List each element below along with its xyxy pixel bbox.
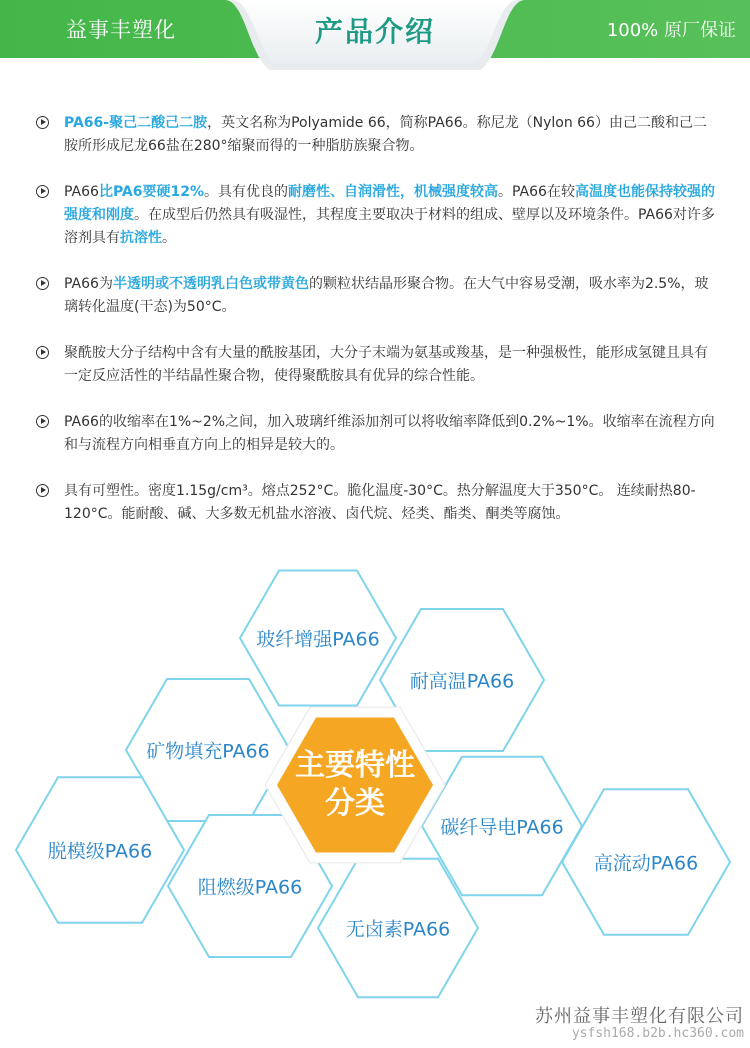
highlight-text: 耐磨性、自润滑性，机械强度较高	[288, 184, 499, 200]
body-text: 的颗粒状结晶形聚合物。在大气中容易受潮，吸水率为2.5%，玻璃转化温度(干态)为50°C。	[64, 276, 709, 315]
brand-name: 益事丰塑化	[66, 18, 176, 42]
body-text: 具有可塑性。密度1.15g/cm³。熔点252°C。脆化温度-30°C。热分解温度大于350°C。 连续耐热80-120°C。能耐酸、碱、大多数无机盐水溶液、卤代烷、烃类、酯类、酮类等腐蚀。	[64, 483, 696, 522]
body-text: PA66为	[64, 276, 113, 292]
hexagon-label: 阻燃级PA66	[197, 876, 303, 899]
play-circle-icon	[36, 116, 49, 129]
body-text: 聚酰胺大分子结构中含有大量的酰胺基团，大分子末端为氨基或羧基，是一种强极性，能形成氢键且具有一定反应活性的半结晶性聚合物，使得聚酰胺具有优异的综合性能。	[64, 345, 708, 384]
header-banner	[0, 0, 750, 92]
hexagon-label: 碳纤导电PA66	[440, 816, 564, 839]
body-text: 。具有优良的	[204, 184, 289, 200]
play-circle-icon	[36, 415, 49, 428]
guarantee-text: 100% 原厂保证	[606, 20, 736, 41]
hexagon-label: 耐高温PA66	[409, 670, 515, 693]
highlight-text: PA66-聚己二酸己二胺	[64, 115, 208, 131]
feature-item	[36, 342, 716, 388]
feature-item	[36, 112, 716, 158]
hexagon-label: 无卤素PA66	[345, 918, 451, 941]
footer-company: 苏州益事丰塑化有限公司	[535, 1006, 744, 1027]
feature-item	[36, 480, 716, 526]
body-text: ，英文名称为Polyamide 66，简称PA66。称尼龙（Nylon 66）由己二酸和己二胺所形成尼龙66盐在280°缩聚而得的一种脂肪族聚合物。	[64, 115, 707, 154]
hexagon-label: 脱模级PA66	[47, 840, 153, 863]
body-text: PA66	[64, 184, 99, 200]
highlight-text: 抗溶性	[120, 230, 162, 246]
body-text: 。在成型后仍然具有吸湿性，其程度主要取决于材料的组成、壁厚以及环境条件。PA66对许多溶剂具有	[64, 207, 715, 246]
play-circle-icon	[36, 484, 49, 497]
body-text: 。	[162, 230, 176, 246]
hexagon-label: 玻纤增强PA66	[256, 628, 380, 651]
play-circle-icon	[36, 185, 49, 198]
play-circle-icon	[36, 277, 49, 290]
feature-list	[36, 112, 716, 549]
feature-item	[36, 273, 716, 319]
feature-item	[36, 181, 716, 250]
play-circle-icon	[36, 346, 49, 359]
footer-url: ysfsh168.b2b.hc360.com	[571, 1026, 744, 1041]
hexagon-label: 高流动PA66	[593, 852, 699, 875]
page-title: 产品介绍	[314, 15, 435, 48]
hexagon-center-label: 主要特性分类	[295, 748, 415, 821]
feature-item	[36, 411, 716, 457]
highlight-text: 高温度也能保持较强的强度和刚度	[64, 184, 715, 223]
highlight-text: 半透明或不透明乳白色或带黄色	[112, 276, 309, 292]
body-text: PA66的收缩率在1%~2%之间，加入玻璃纤维添加剂可以将收缩率降低到0.2%~1%。收缩率在流程方向和与流程方向相垂直方向上的相异是较大的。	[64, 414, 715, 453]
highlight-text: 比PA6要硬12%	[98, 184, 205, 200]
hexagon-label: 矿物填充PA66	[146, 740, 270, 763]
body-text: 。PA66在较	[498, 184, 575, 200]
